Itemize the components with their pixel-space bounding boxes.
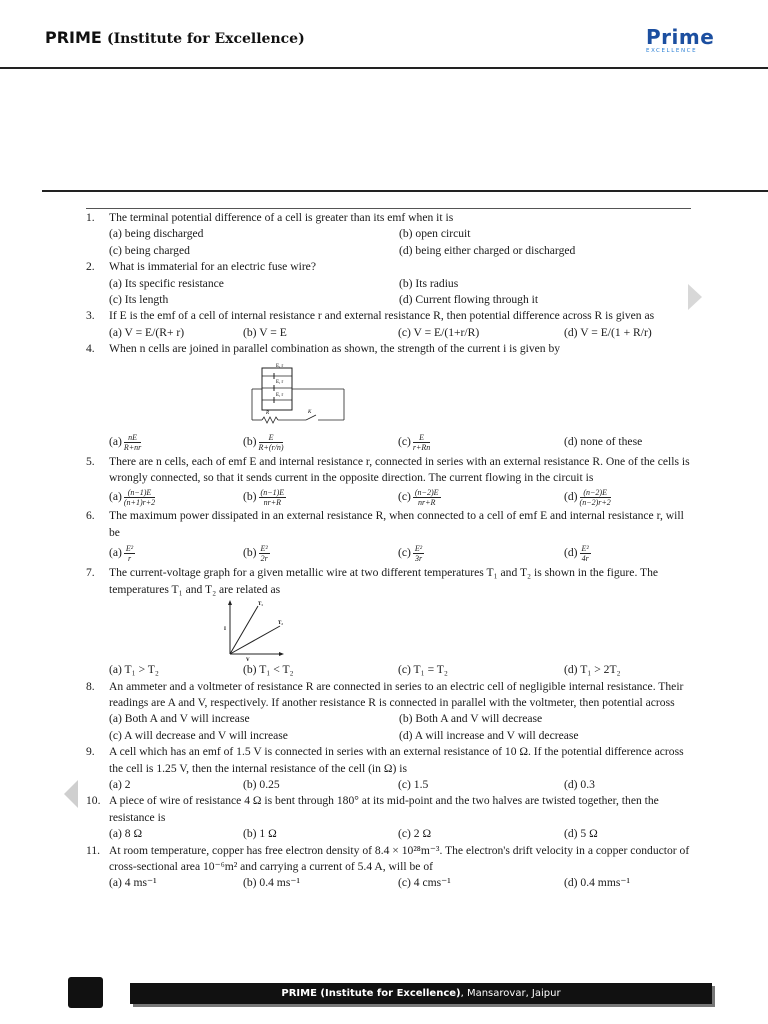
option-b: (b) V = E: [243, 325, 287, 339]
option-label: (a): [109, 490, 122, 504]
option-c: (c) being charged: [109, 243, 190, 257]
cell-label: E, r: [276, 392, 284, 398]
logo-main-text: Prime: [646, 25, 715, 49]
t2-label: T₂: [278, 621, 283, 627]
fraction: [413, 488, 441, 507]
numerator: E: [413, 433, 430, 443]
option-a: (a) V = E/(R+ r): [109, 325, 185, 339]
numerator: (n−1)E: [124, 488, 155, 498]
denominator: 3r: [414, 553, 423, 563]
option-d: (d) 5 Ω: [564, 827, 598, 841]
option-b: [243, 544, 398, 563]
numerator: (n−1)E: [260, 487, 285, 497]
cell-label: E, r: [276, 363, 284, 369]
numerator: E²: [581, 543, 589, 553]
option-label: (b): [243, 435, 257, 449]
question-number: 1.: [86, 211, 95, 224]
question-text: If E is the emf of a cell of internal resistance r and external resistance R, then potential difference across R is given as: [109, 309, 655, 323]
question-number: 5.: [86, 454, 95, 468]
fraction: [413, 433, 430, 452]
question-2: [86, 259, 691, 308]
option-b: [243, 488, 398, 507]
t1-label: T₁: [258, 602, 263, 608]
option-label: (b): [243, 490, 257, 504]
option-label: (d): [564, 490, 578, 504]
option-d: (d) A will increase and V will decrease: [399, 728, 579, 742]
footer-institute: PRIME (Institute for Excellence): [281, 988, 461, 999]
option-d: (d) being either charged or discharged: [399, 243, 576, 257]
option-b: (b) open circuit: [399, 227, 471, 241]
option-a: (a) being discharged: [109, 227, 204, 241]
option-c: (c) 2 Ω: [398, 827, 432, 841]
option-a: (a) 4 ms⁻¹: [109, 876, 157, 890]
option-label: (a): [109, 435, 122, 449]
fraction: [259, 488, 287, 507]
question-list: [86, 210, 691, 892]
footer-location: , Mansarovar, Jaipur: [460, 988, 561, 999]
cell-label: E, r: [276, 379, 284, 385]
option-c: [398, 488, 564, 507]
option-d: (d) T₁ > 2T₂: [564, 663, 621, 677]
prev-page-arrow-icon[interactable]: [64, 780, 78, 808]
logo-sub-text: EXCELLENCE: [646, 48, 698, 54]
resistor-label: R: [266, 410, 270, 416]
fraction: [413, 544, 424, 563]
question-text: The terminal potential difference of a cell is greater than its emf when it is: [109, 211, 454, 224]
question-1: [86, 210, 691, 259]
question-text: The maximum power dissipated in an external resistance R, when connected to a cell of emf E and internal resistance r, will be: [109, 509, 684, 539]
question-text: What is immaterial for an electric fuse wire?: [109, 260, 316, 274]
question-6: [86, 508, 691, 565]
option-label: (d): [564, 545, 578, 559]
key-label: K: [308, 409, 312, 415]
option-d: [564, 488, 704, 507]
denominator: (n−2)r+2: [579, 497, 611, 507]
option-d: (d) 0.3: [564, 777, 595, 791]
option-d: (d) 0.4 mms⁻¹: [564, 876, 630, 890]
denominator: R+(r/n): [258, 443, 284, 453]
numerator: E: [259, 433, 284, 443]
question-5: [86, 454, 691, 509]
numerator: E²: [260, 543, 268, 553]
option-b: (b) Both A and V will decrease: [399, 712, 543, 726]
question-text: An ammeter and a voltmeter of resistance R are connected in series to an electric cell of negligible internal resistance. Their readings are A and V, respectively. If another resistance R is connected in parallel with the voltmeter, then potential across: [109, 679, 684, 709]
iv-graph: [222, 598, 292, 662]
iv-graph-figure: [222, 598, 691, 662]
parallel-cells-circuit-figure: [234, 358, 691, 432]
option-c: (c) Its length: [109, 293, 169, 307]
option-a: [109, 488, 243, 507]
question-4: [86, 341, 691, 453]
option-c: [398, 433, 564, 452]
page-header-title: [45, 28, 305, 47]
circuit-diagram: [234, 358, 354, 432]
option-d: (d) none of these: [564, 435, 643, 449]
question-text: At room temperature, copper has free electron density of 8.4 × 10²⁸m⁻³. The electron's drift velocity in a copper conductor of cross-sectional area 10⁻⁶m² and carrying a current of 5.4 A, will be of: [109, 843, 690, 873]
question-number: 11.: [86, 843, 101, 857]
option-c: [398, 544, 564, 563]
question-text: A piece of wire of resistance 4 Ω is bent through 180° at its mid-point and the two halves are twisted together, then the resistance is: [109, 794, 659, 824]
option-a: (a) 8 Ω: [109, 827, 143, 841]
section-divider: [42, 190, 768, 192]
option-b: (b) Its radius: [399, 276, 459, 290]
question-text: When n cells are joined in parallel combination as shown, the strength of the current i is given by: [109, 342, 561, 356]
question-number: 8.: [86, 679, 95, 693]
fraction: [124, 488, 155, 507]
footer-bar: [130, 983, 712, 1004]
option-a: [109, 544, 243, 563]
denominator: (n+1)r+2: [123, 497, 156, 507]
option-b: (b) T₁ < T₂: [243, 663, 294, 677]
prime-logo: [646, 26, 728, 58]
option-c: (c) T₁ = T₂: [398, 663, 448, 677]
brand-name: PRIME: [45, 28, 102, 47]
fraction: [124, 544, 135, 563]
option-d: [564, 544, 704, 563]
question-number: 10.: [86, 794, 101, 808]
question-number: 2.: [86, 260, 95, 274]
option-a: (a) Both A and V will increase: [109, 712, 250, 726]
question-text: There are n cells, each of emf E and internal resistance r, connected in series with an external resistance R. One of the cells is wrongly connected, so that it sends current in the opposite direction. The current flowing in the circuit is: [109, 454, 690, 485]
option-c: (c) 1.5: [398, 777, 429, 791]
question-10: [86, 793, 691, 842]
denominator: nr+R: [417, 497, 436, 507]
fraction: [580, 488, 611, 507]
denominator: r: [127, 553, 132, 563]
option-label: (a): [109, 545, 122, 559]
numerator: (n−2)E: [580, 488, 611, 498]
question-text: A cell which has an emf of 1.5 V is connected in series with an external resistance of 10 Ω. If the potential difference across the cell is 1.25 V, then the internal resistance of the cell (in Ω) is: [109, 745, 684, 775]
option-a: [109, 433, 243, 452]
numerator: nE: [124, 433, 141, 443]
fraction: [259, 433, 284, 452]
option-d: (d) V = E/(1 + R/r): [564, 325, 652, 339]
denominator: R+nr: [123, 443, 142, 453]
numerator: E²: [414, 543, 423, 553]
footer-square: [68, 977, 103, 1008]
brand-subtitle: (Institute for Excellence): [106, 31, 305, 47]
option-b: (b) 0.25: [243, 777, 280, 791]
denominator: 4r: [581, 553, 589, 563]
question-number: 6.: [86, 509, 95, 523]
question-number: 4.: [86, 342, 95, 356]
denominator: r+Rn: [412, 443, 431, 453]
option-label: (c): [398, 490, 411, 504]
fraction: [580, 544, 591, 563]
denominator: 2r: [260, 553, 268, 563]
question-7: [86, 565, 691, 678]
voltage-axis-label: V: [246, 658, 250, 663]
option-label: (c): [398, 435, 411, 449]
option-c: (c) V = E/(1+r/R): [398, 325, 480, 339]
question-number: 7.: [86, 566, 95, 580]
question-number: 3.: [86, 309, 95, 323]
question-text: The current-voltage graph for a given metallic wire at two different temperatures T₁ and T₂ is shown in the figure. The temperatures T₁ and T₂ are related as: [109, 566, 659, 596]
option-c: (c) 4 cms⁻¹: [398, 876, 451, 890]
option-d: (d) Current flowing through it: [399, 293, 539, 307]
option-b: (b) 0.4 ms⁻¹: [243, 876, 300, 890]
fraction: [259, 544, 270, 563]
option-label: (b): [243, 545, 257, 559]
header-divider: [0, 67, 768, 69]
option-c: (c) A will decrease and V will increase: [109, 728, 288, 742]
option-b: [243, 433, 398, 452]
question-3: [86, 308, 691, 341]
content-top-rule: [86, 208, 691, 209]
option-a: (a) T₁ > T₂: [109, 663, 159, 677]
denominator: nr+R: [263, 497, 282, 507]
numerator: E²: [125, 543, 134, 553]
question-number: 9.: [86, 745, 95, 759]
option-a: (a) Its specific resistance: [109, 276, 224, 290]
option-label: (c): [398, 545, 411, 559]
question-8: [86, 679, 691, 745]
current-axis-label: I: [224, 627, 226, 633]
option-b: (b) 1 Ω: [243, 827, 277, 841]
option-a: (a) 2: [109, 777, 131, 791]
fraction: [124, 433, 141, 452]
numerator: (n−2)E: [414, 487, 439, 497]
question-9: [86, 744, 691, 793]
question-11: [86, 843, 691, 892]
